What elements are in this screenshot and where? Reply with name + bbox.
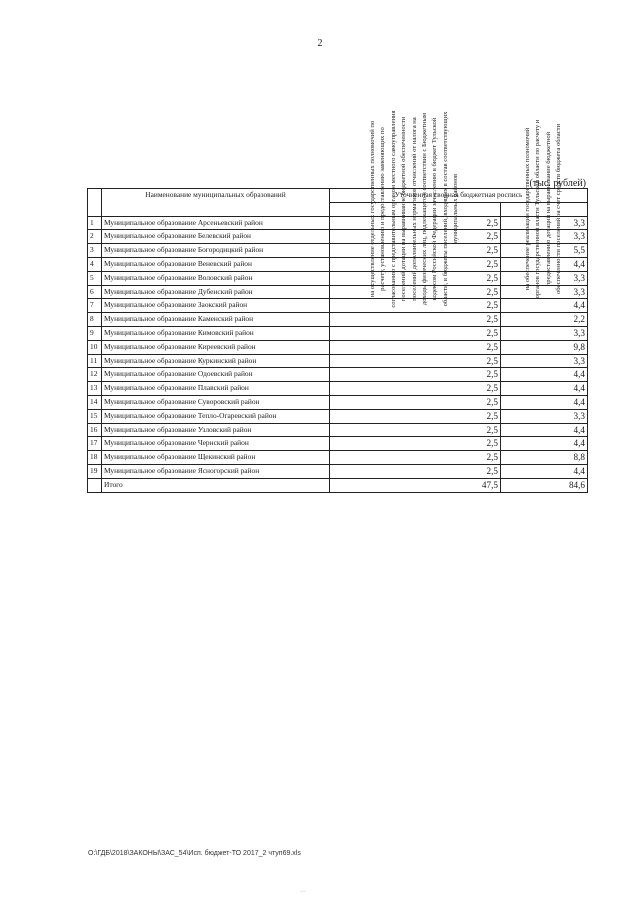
row-name: Муниципальное образование Богородицкий район — [102, 244, 330, 258]
row-value-1: 2,5 — [330, 340, 501, 354]
row-value-1: 2,5 — [330, 285, 501, 299]
row-number: 2 — [88, 230, 102, 244]
row-value-2: 3,3 — [501, 271, 588, 285]
table-row — [88, 395, 588, 409]
row-value-2: 4,4 — [501, 382, 588, 396]
row-number: 16 — [88, 423, 102, 437]
row-value-2: 3,3 — [501, 326, 588, 340]
table-row — [88, 409, 588, 423]
row-name: Муниципальное образование Тепло-Огаревский район — [102, 409, 330, 423]
row-number: 4 — [88, 257, 102, 271]
table-row — [88, 230, 588, 244]
row-value-2: 5,5 — [501, 244, 588, 258]
row-name: Муниципальное образование Арсеньевский район — [102, 216, 330, 230]
row-value-2: 9,8 — [501, 340, 588, 354]
units-label: (тыс. рублей) — [529, 178, 586, 189]
row-number: 3 — [88, 244, 102, 258]
table-body — [88, 216, 588, 478]
table-row — [88, 244, 588, 258]
table-row — [88, 257, 588, 271]
file-path-footer: O:\ГДБ\2018\ЗАКОНЫ\ЗАС_54\Исп. бюджет-ТО 2017_2 чтуп69.xls — [88, 850, 301, 857]
row-value-2: 4,4 — [501, 299, 588, 313]
group-header: Уточненная сводная бюджетная роспись — [330, 189, 588, 203]
row-name: Муниципальное образование Заокский район — [102, 299, 330, 313]
row-value-2: 4,4 — [501, 395, 588, 409]
page-number: 2 — [317, 38, 323, 49]
row-value-2: 3,3 — [501, 409, 588, 423]
row-number: 9 — [88, 326, 102, 340]
row-value-1: 2,5 — [330, 271, 501, 285]
row-name: Муниципальное образование Белевский район — [102, 230, 330, 244]
row-value-2: 4,4 — [501, 423, 588, 437]
table-row — [88, 382, 588, 396]
row-name: Муниципальное образование Воловский район — [102, 271, 330, 285]
row-name: Муниципальное образование Суворовский район — [102, 395, 330, 409]
table-row — [88, 437, 588, 451]
col1-header: на осуществление отдельных государственных полномочий по расчету, установлению и предоставлению заменяющих по согласованию с представительным органом местного самоуправления поселений дотации на выравнивание бюджетной обеспеченности поселений дополнительных нормативов отчислений от налога на доходы физических лиц, подлежащего в соответствии с Бюджетным кодексом Российской Федерации зачислению в бюджет Тульской области, в бюджеты поселений, входящих в состав соответствующих муниципальных районов — [369, 110, 460, 308]
row-value-1: 2,5 — [330, 257, 501, 271]
row-number: 1 — [88, 216, 102, 230]
row-number: 17 — [88, 437, 102, 451]
row-name: Муниципальное образование Щекинский район — [102, 451, 330, 465]
row-value-1: 2,5 — [330, 464, 501, 478]
row-name: Муниципальное образование Дубенский район — [102, 285, 330, 299]
row-number: 12 — [88, 368, 102, 382]
total-num — [88, 478, 102, 492]
row-value-2: 3,3 — [501, 216, 588, 230]
row-value-2: 4,4 — [501, 437, 588, 451]
table-row — [88, 368, 588, 382]
row-number: 19 — [88, 464, 102, 478]
row-value-1: 2,5 — [330, 216, 501, 230]
row-value-1: 2,5 — [330, 368, 501, 382]
row-name: Муниципальное образование Веневский район — [102, 257, 330, 271]
row-number: 7 — [88, 299, 102, 313]
col2-header: на обеспечение реализации государственных полномочий органов государственной власти Тульской области по расчету и предоставлению дотаций на выравнивание бюджетной обеспеченности поселений за счет средств бюджета области — [524, 119, 563, 299]
row-number: 6 — [88, 285, 102, 299]
table-row — [88, 423, 588, 437]
row-name: Муниципальное образование Узловский район — [102, 423, 330, 437]
table-row — [88, 299, 588, 313]
row-value-2: 2,2 — [501, 313, 588, 327]
row-value-1: 2,5 — [330, 382, 501, 396]
row-name: Муниципальное образование Ясногорский район — [102, 464, 330, 478]
row-name: Муниципальное образование Одоевский район — [102, 368, 330, 382]
row-value-1: 2,5 — [330, 244, 501, 258]
row-name: Муниципальное образование Киреевский район — [102, 340, 330, 354]
row-value-2: 8,8 — [501, 451, 588, 465]
row-name: Муниципальное образование Плавский район — [102, 382, 330, 396]
row-value-1: 2,5 — [330, 354, 501, 368]
row-number: 5 — [88, 271, 102, 285]
total-value-1: 47,5 — [330, 478, 501, 492]
row-name: Муниципальное образование Каменский район — [102, 313, 330, 327]
row-number: 10 — [88, 340, 102, 354]
row-number: 13 — [88, 382, 102, 396]
table-row — [88, 326, 588, 340]
row-value-2: 3,3 — [501, 230, 588, 244]
row-number: 14 — [88, 395, 102, 409]
total-label: Итого — [102, 478, 330, 492]
row-name: Муниципальное образование Кимовский район — [102, 326, 330, 340]
name-column-header: Наименование муниципальных образований — [102, 189, 330, 217]
table-row — [88, 285, 588, 299]
total-value-2: 84,6 — [501, 478, 588, 492]
scan-marks: ··· — [300, 889, 306, 895]
table-row — [88, 313, 588, 327]
row-number: 11 — [88, 354, 102, 368]
row-value-2: 4,4 — [501, 257, 588, 271]
row-value-2: 3,3 — [501, 354, 588, 368]
row-name: Муниципальное образование Куркинский район — [102, 354, 330, 368]
table-row — [88, 216, 588, 230]
row-value-1: 2,5 — [330, 395, 501, 409]
row-value-2: 4,4 — [501, 368, 588, 382]
row-number: 8 — [88, 313, 102, 327]
table-row — [88, 340, 588, 354]
row-value-1: 2,5 — [330, 299, 501, 313]
table-row — [88, 271, 588, 285]
row-value-1: 2,5 — [330, 437, 501, 451]
row-number: 15 — [88, 409, 102, 423]
row-value-1: 2,5 — [330, 313, 501, 327]
row-name: Муниципальное образование Чернский район — [102, 437, 330, 451]
table-row — [88, 451, 588, 465]
row-value-2: 3,3 — [501, 285, 588, 299]
row-value-1: 2,5 — [330, 230, 501, 244]
table-row — [88, 354, 588, 368]
row-number: 18 — [88, 451, 102, 465]
total-row — [88, 478, 588, 492]
row-value-1: 2,5 — [330, 423, 501, 437]
num-header — [88, 189, 102, 217]
row-value-1: 2,5 — [330, 326, 501, 340]
row-value-1: 2,5 — [330, 409, 501, 423]
table-row — [88, 464, 588, 478]
row-value-2: 4,4 — [501, 464, 588, 478]
row-value-1: 2,5 — [330, 451, 501, 465]
